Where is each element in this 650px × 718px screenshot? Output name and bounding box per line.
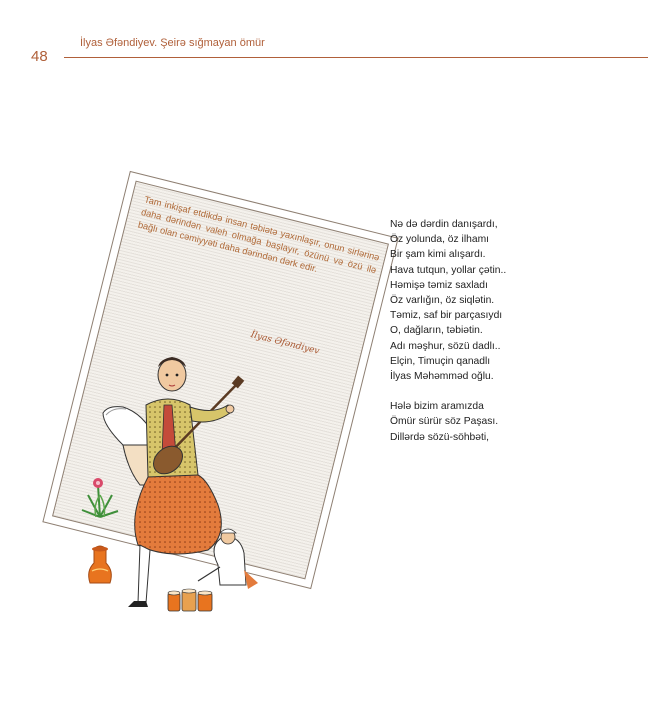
poem-line: Hava tutqun, yollar çətin.. xyxy=(390,264,507,276)
poem-line: Həmişə təmiz saxladı xyxy=(390,279,488,291)
poem-stanza-2 xyxy=(390,399,506,445)
drums-icon xyxy=(168,589,212,611)
ashik-musician-illustration xyxy=(68,345,258,620)
poem-line: Öz yolunda, öz ilhamı xyxy=(390,234,490,246)
poem xyxy=(390,217,506,460)
poem-line: Nə də dərdin danışardı, xyxy=(390,219,498,230)
poem-line: İlyas Məhəmməd oğlu. xyxy=(390,371,494,383)
running-title: İlyas Əfəndiyev. Şeirə sığmayan ömür xyxy=(80,37,265,49)
poem-line: Elçin, Timuçin qanadlı xyxy=(390,355,491,367)
header-rule xyxy=(64,57,648,58)
poem-stanza-1 xyxy=(390,217,506,384)
poem-line: Öz varlığın, öz siqlətin. xyxy=(390,295,495,307)
poem-line: Hələ bizim aramızda xyxy=(390,401,484,413)
poem-line: Ömür sürür söz Paşası. xyxy=(390,416,499,428)
signature: İlyas Əfəndiyev xyxy=(249,330,321,357)
quote-text: Tam inkişaf etdikdə insan təbiətə yaxınlaşır, onun sirlərinə daha dərindən valeh olmağa başlayır, özünü və özü ilə bağlı olan cəmiyyəti daha dərindən dərk edir. xyxy=(136,194,381,276)
page-number: 48 xyxy=(31,48,48,65)
poem-line: Təmiz, saf bir parçasıydı xyxy=(390,310,503,322)
poem-line: Dillərdə sözü-söhbəti, xyxy=(390,431,490,443)
poem-line: O, dağların, təbiətin. xyxy=(390,325,483,337)
poem-line: Adı məşhur, sözü dadlı.. xyxy=(390,340,501,352)
poem-line: Bir şam kimi alışardı. xyxy=(390,249,486,261)
flower-vase-icon xyxy=(82,478,118,583)
